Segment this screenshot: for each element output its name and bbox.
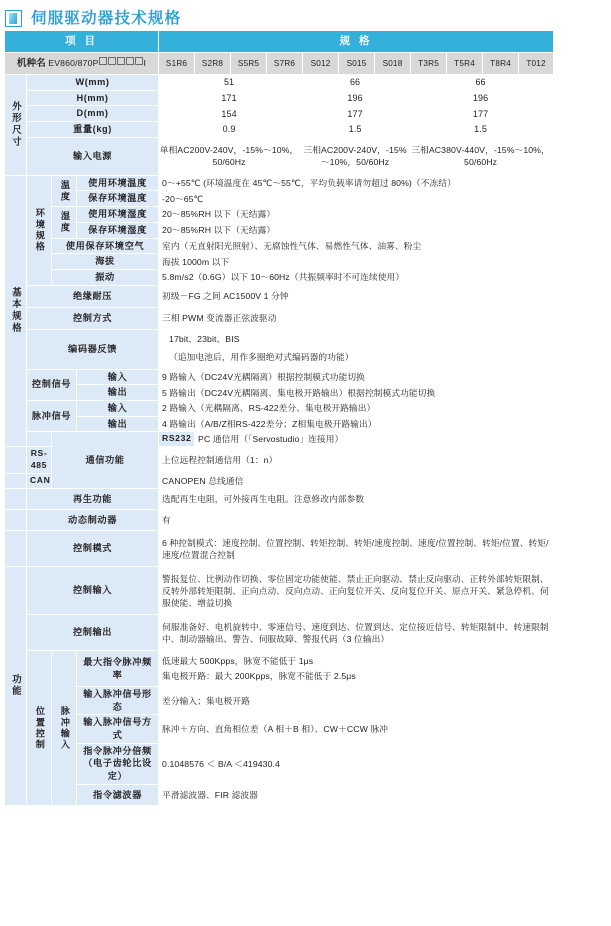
value-cell: 196 xyxy=(303,90,411,106)
row-control-mode xyxy=(5,531,607,567)
model-code: S018 xyxy=(375,53,411,75)
row-label: 再生功能 xyxy=(27,489,159,510)
encoder-line-2: （追加电池后，用作多圈绝对式编码器的功能） xyxy=(169,352,354,363)
subgroup-label-position-control: 位置控制 xyxy=(27,651,52,806)
value-cell: 三相AC200V-240V，-15%～10%，50/60Hz xyxy=(303,137,411,175)
value-cell: 196 xyxy=(411,90,554,106)
value-cell: 0.9 xyxy=(159,122,303,138)
model-box-5 xyxy=(135,57,143,65)
gear-label-line-2: （电子齿轮比设定） xyxy=(83,758,152,782)
model-code: S2R8 xyxy=(195,53,231,75)
value-cell: 51 xyxy=(159,75,303,91)
row-width xyxy=(5,75,607,91)
value-cell: 5.8m/s2（0.6G）以下 10～60Hz（共振频率时不可连续使用） xyxy=(159,269,554,285)
model-box-3 xyxy=(117,57,125,65)
page-title: 伺服驱动器技术规格 xyxy=(31,9,182,27)
table-header-row xyxy=(5,31,607,53)
row-label: 最大指令脉冲频率 xyxy=(77,651,159,687)
value-cell: -20～65℃ xyxy=(159,191,554,207)
row-label: RS232 xyxy=(159,432,195,447)
value-cell: 177 xyxy=(411,106,554,122)
row-operating-humidity xyxy=(5,207,607,223)
model-label-suffix: I xyxy=(143,57,147,68)
row-label: D(mm) xyxy=(27,106,159,122)
row-storage-temperature xyxy=(5,191,607,207)
encoder-line-1: 17bit、23bit、BIS xyxy=(169,334,240,345)
row-insulation xyxy=(5,285,607,307)
model-box-1 xyxy=(99,57,107,65)
model-row xyxy=(5,53,607,75)
row-label: RS-485 xyxy=(27,447,52,474)
value-cell: 上位远程控制通信用（1：n） xyxy=(159,447,554,474)
value-cell: 初级－FG 之间 AC1500V 1 分钟 xyxy=(159,285,554,307)
row-label: 输入脉冲信号方式 xyxy=(77,715,159,743)
model-code: S012 xyxy=(303,53,339,75)
group-spacer xyxy=(5,474,27,489)
row-label: 输入 xyxy=(77,400,159,416)
spec-table xyxy=(4,30,607,806)
value-cell: 0～+55℃ (环境温度在 45℃～55℃，平均负载率请勿超过 80%)（不冻结） xyxy=(159,175,554,191)
row-pulse-signal-output xyxy=(5,416,607,432)
header-spec: 规 格 xyxy=(159,31,554,53)
model-label-code: EV860/870P xyxy=(48,57,99,68)
row-label: 使用保存环境空气 xyxy=(52,238,159,254)
page-title-bar xyxy=(0,0,611,30)
model-code: T5R4 xyxy=(447,53,483,75)
row-altitude xyxy=(5,254,607,270)
value-cell: 脉冲＋方向、直角相位差（A 相＋B 相）、CW＋CCW 脉冲 xyxy=(159,715,554,743)
value-cell: PC 通信用（「Servostudio」连接用） xyxy=(195,432,607,447)
row-control-signal-input xyxy=(5,369,607,385)
row-ambient-air xyxy=(5,238,607,254)
model-box-2 xyxy=(108,57,116,65)
row-label: 输出 xyxy=(77,385,159,401)
value-cell: 海拔 1000m 以下 xyxy=(159,254,554,270)
value-cell: 2 路输入（光耦隔离、RS-422差分、集电极开路输出） xyxy=(159,400,554,416)
row-pulse-signal-input xyxy=(5,400,607,416)
model-code: T8R4 xyxy=(483,53,519,75)
value-cell: 单相AC200V-240V，-15%～10%，50/60Hz xyxy=(159,137,303,175)
value-cell: 室内（无直射阳光照射）、无腐蚀性气体、易燃性气体、油雾、粉尘 xyxy=(159,238,554,254)
row-label: 控制输出 xyxy=(27,615,159,651)
row-operating-temperature xyxy=(5,175,607,191)
model-code: S5R5 xyxy=(231,53,267,75)
group-spacer xyxy=(5,489,27,510)
subgroup-label-control-signal: 控制信号 xyxy=(27,369,77,400)
value-cell: 20～85%RH 以下（无结露） xyxy=(159,207,554,223)
row-label: 使用环境温度 xyxy=(77,175,159,191)
row-label: 绝缘耐压 xyxy=(27,285,159,307)
row-command-filter xyxy=(5,784,607,805)
row-depth xyxy=(5,106,607,122)
row-vibration xyxy=(5,269,607,285)
subgroup-label-pulse-input: 脉冲输入 xyxy=(52,651,77,806)
row-label: CAN xyxy=(27,474,52,489)
value-cell xyxy=(159,651,554,687)
value-cell: 三相 PWM 变流器正弦波驱动 xyxy=(159,307,554,329)
value-cell: 5 路输出（DC24V光耦隔离、集电极开路输出）根据控制模式功能切换 xyxy=(159,385,554,401)
row-label: 输入 xyxy=(77,369,159,385)
row-control-signal-output xyxy=(5,385,607,401)
subgroup-label-temperature: 温度 xyxy=(52,175,77,206)
value-cell: 66 xyxy=(411,75,554,91)
value-cell: 154 xyxy=(159,106,303,122)
group-spacer xyxy=(5,531,27,567)
value-cell: 1.5 xyxy=(411,122,554,138)
row-height xyxy=(5,90,607,106)
value-cell: 0.1048576 ＜ B/A ＜419430.4 xyxy=(159,743,554,784)
value-cell: 平滑滤波器、FIR 滤波器 xyxy=(159,784,554,805)
row-label: W(mm) xyxy=(27,75,159,91)
row-control-input xyxy=(5,567,607,615)
model-label-prefix: 机种名 xyxy=(16,57,46,69)
value-cell: 177 xyxy=(303,106,411,122)
row-label: 控制输入 xyxy=(27,567,159,615)
value-cell: 有 xyxy=(159,510,554,531)
row-label: 振动 xyxy=(52,269,159,285)
row-encoder-feedback xyxy=(5,329,607,369)
row-label: 重量(kg) xyxy=(27,122,159,138)
row-control-method xyxy=(5,307,607,329)
gear-label-line-1: 指令脉冲分倍频 xyxy=(83,745,152,756)
model-code: T012 xyxy=(519,53,554,75)
subgroup-label-pulse-signal: 脉冲信号 xyxy=(27,400,77,431)
row-pulse-signal-form xyxy=(5,687,607,715)
model-code: S7R6 xyxy=(267,53,303,75)
model-code: S015 xyxy=(339,53,375,75)
row-label: 输出 xyxy=(77,416,159,432)
subgroup-label-environment: 环境规格 xyxy=(27,175,52,285)
row-weight xyxy=(5,122,607,138)
model-code: S1R6 xyxy=(159,53,195,75)
row-control-output xyxy=(5,615,607,651)
value-cell: 20～85%RH 以下（无结露） xyxy=(159,222,554,238)
subgroup-label-humidity: 湿度 xyxy=(52,207,77,238)
value-cell: 1.5 xyxy=(303,122,411,138)
row-max-pulse-frequency xyxy=(5,651,607,687)
subgroup-label-communication: 通信功能 xyxy=(52,432,159,489)
value-cell: 警报复位、比例动作切换、零位固定功能使能、禁止正向驱动、禁止反向驱动、正转外部转矩限制、反转外部转矩限制、正向点动、反向点动、正向复位开关、反向复位开关、原点开关、紧急停机、伺服使能、增益切换 xyxy=(159,567,554,615)
value-cell: 伺服准备好、电机旋转中、零速信号、速度到达、位置到达、定位接近信号、转矩限制中、转速限制中、制动器输出、警告、伺服故障、警报代码（3 位输出） xyxy=(159,615,554,651)
value-cell xyxy=(159,329,554,369)
group-label-function: 功能 xyxy=(5,567,27,806)
row-dynamic-brake xyxy=(5,510,607,531)
header-item: 项 目 xyxy=(5,31,159,53)
value-cell: 6 种控制模式：速度控制、位置控制、转矩控制、转矩/速度控制、速度/位置控制、转矩/位置、转矩/速度/位置混合控制 xyxy=(159,531,554,567)
row-label: 保存环境湿度 xyxy=(77,222,159,238)
pulse-freq-line-1: 低速最大 500Kpps，脉宽不能低于 1μs xyxy=(162,656,314,667)
model-code: T3R5 xyxy=(411,53,447,75)
group-label-basic: 基本规格 xyxy=(5,175,27,447)
row-label: 指令滤波器 xyxy=(77,784,159,805)
row-pulse-signal-mode xyxy=(5,715,607,743)
row-storage-humidity xyxy=(5,222,607,238)
group-spacer xyxy=(27,432,52,447)
value-cell: CANOPEN 总线通信 xyxy=(159,474,554,489)
value-cell: 选配再生电阻，可外接再生电阻。注意修改内部参数 xyxy=(159,489,554,510)
document-icon xyxy=(5,10,22,27)
row-label: H(mm) xyxy=(27,90,159,106)
row-label: 编码器反馈 xyxy=(27,329,159,369)
pulse-freq-line-2: 集电极开路：最大 200Kpps，脉宽不能低于 2.5μs xyxy=(162,670,356,681)
value-cell: 差分输入；集电极开路 xyxy=(159,687,554,715)
row-rs232 xyxy=(5,432,607,447)
row-label: 动态制动器 xyxy=(27,510,159,531)
row-label: 控制方式 xyxy=(27,307,159,329)
row-label: 输入电源 xyxy=(27,137,159,175)
row-label: 使用环境湿度 xyxy=(77,207,159,223)
spec-table-container xyxy=(0,30,611,806)
row-label: 海拔 xyxy=(52,254,159,270)
row-label: 控制模式 xyxy=(27,531,159,567)
group-spacer xyxy=(5,510,27,531)
value-cell: 171 xyxy=(159,90,303,106)
value-cell: 4 路输出（A/B/Z相RS-422差分；Z相集电极开路输出） xyxy=(159,416,554,432)
row-label: 保存环境温度 xyxy=(77,191,159,207)
value-cell: 66 xyxy=(303,75,411,91)
row-power-supply xyxy=(5,137,607,175)
row-label: 输入脉冲信号形态 xyxy=(77,687,159,715)
model-name-label xyxy=(5,53,159,75)
row-regeneration xyxy=(5,489,607,510)
row-electronic-gear-ratio xyxy=(5,743,607,784)
group-label-dimensions: 外形尺寸 xyxy=(5,75,27,176)
model-box-4 xyxy=(126,57,134,65)
row-label xyxy=(77,743,159,784)
group-spacer xyxy=(5,447,27,474)
value-cell: 三相AC380V-440V，-15%～10%，50/60Hz xyxy=(411,137,554,175)
value-cell: 9 路输入（DC24V光耦隔离）根据控制模式功能切换 xyxy=(159,369,554,385)
